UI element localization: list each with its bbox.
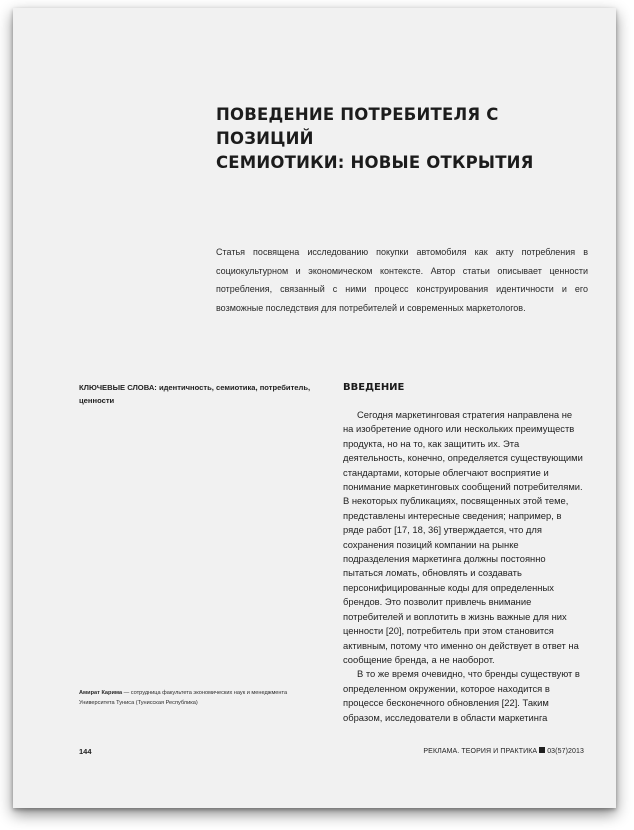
body-text-column — [343, 408, 583, 725]
body-paragraph-1: Сегодня маркетинговая стратегия направлена не на изобретение одного или нескольких преимуществ продукта, но на то, как защитить их. Эта деятельность, конечно, определяется существующими стандартами, которые облегчают восприятие и понимание маркетинговых сообщений потребителями. В некоторых публикациях, посвященных этой теме, представлены интересные сведения; например, в ряде работ [17, 18, 36] утверждается, что для сохранения позиций компании на рынке подразделения маркетинга должны постоянно пытаться ломать, обновлять и создавать персонифицированные коды для определенных брендов. Это позволит привлечь внимание потребителей и воплотить в жизнь важные для них ценности [20], потребитель при этом становится активным, потому что именно он действует в ответ на сообщение бренда, а не наоборот. — [343, 409, 583, 665]
author-name: Амират Карима — [79, 690, 123, 696]
article-title — [216, 103, 596, 175]
article-abstract: Статья посвящена исследованию покупки автомобиля как акту потребления в социокультурном и экономическом контексте. Автор статьи описывает ценности потребления, связанный с ними процесс конструирования идентичности и его возможные последствия для потребителей и современных маркетологов. — [216, 247, 588, 313]
author-affiliation: — сотрудница факультета экономических наук и менеджмента Университета Туниса (Тунисская Республика) — [79, 690, 288, 706]
body-paragraph-2: В то же время очевидно, что бренды существуют в определенном окружении, которое находится в процессе бесконечного обновления [22]. Таким образом, исследователи в области маркетинга — [343, 668, 580, 723]
article-title-line-2: СЕМИОТИКИ: НОВЫЕ ОТКРЫТИЯ — [216, 153, 534, 172]
journal-footer — [423, 747, 584, 755]
journal-issue: 03(57)2013 — [547, 748, 584, 755]
keywords: КЛЮЧЕВЫЕ СЛОВА: идентичность, семиотика, потребитель, ценности — [79, 383, 311, 405]
document-page — [13, 8, 616, 808]
author-note — [79, 688, 324, 708]
section-heading: ВВЕДЕНИЕ — [343, 382, 405, 393]
article-title-line-1: ПОВЕДЕНИЕ ПОТРЕБИТЕЛЯ С ПОЗИЦИЙ — [216, 105, 499, 148]
square-separator-icon — [539, 747, 545, 753]
journal-name: РЕКЛАМА. ТЕОРИЯ И ПРАКТИКА — [423, 748, 538, 755]
page-number: 144 — [79, 747, 92, 756]
